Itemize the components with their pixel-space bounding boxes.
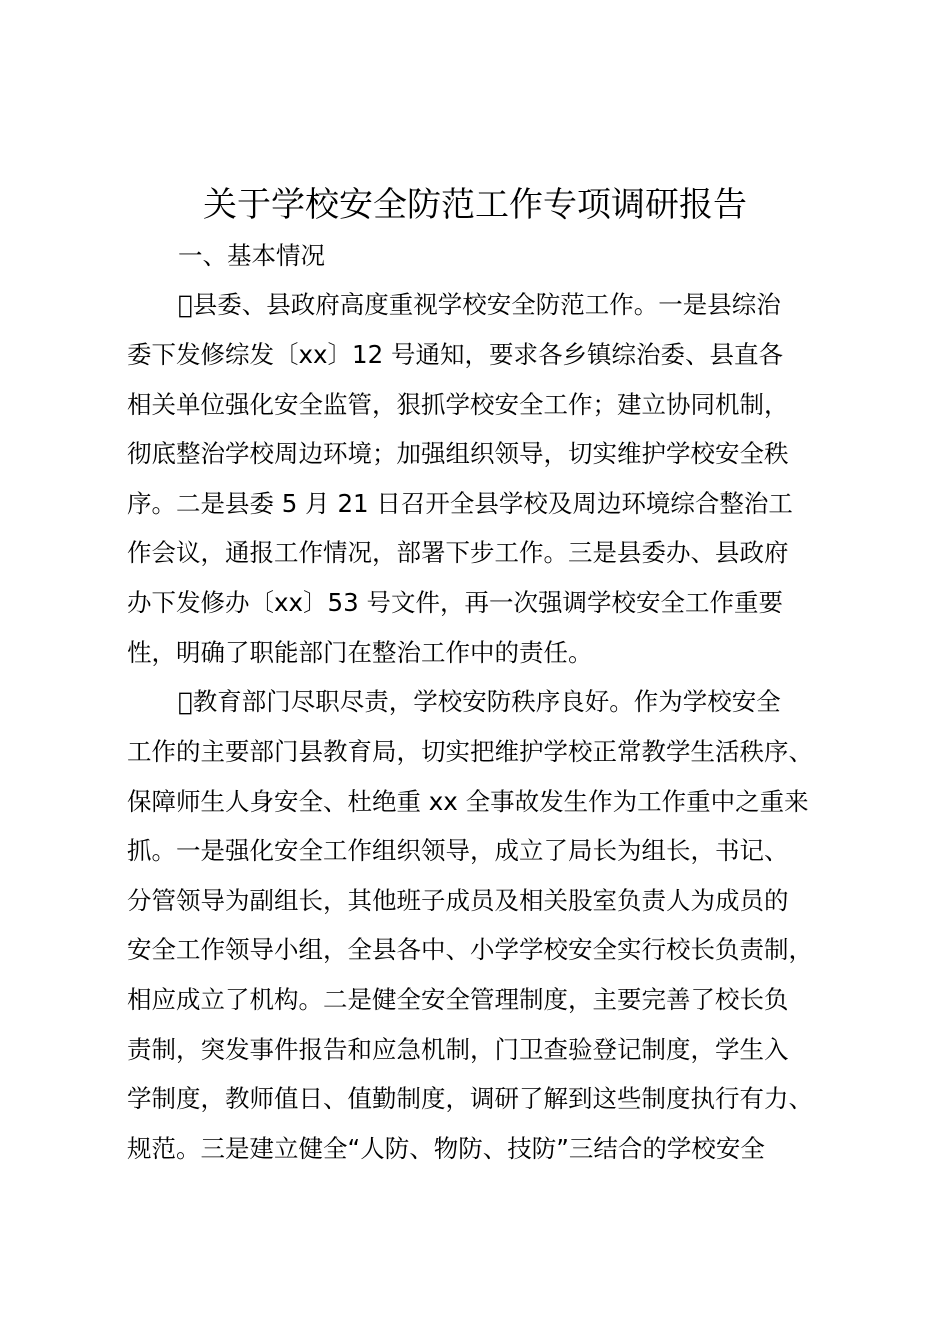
paragraph-line: 委下发修综发〔xx〕12 号通知，要求各乡镇综治委、县直各 [127, 340, 783, 369]
paragraph-line: 县委、县政府高度重视学校安全防范工作。一是县综治 [178, 290, 766, 319]
paragraph-line: 作会议，通报工作情况，部署下步工作。三是县委办、县政府 [127, 538, 789, 567]
section-heading: 一、基本情况 [178, 241, 325, 270]
paragraph-line: 办下发修办〔xx〕53 号文件，再一次强调学校安全工作重要 [127, 588, 783, 617]
paragraph-line: 安全工作领导小组，全县各中、小学学校安全实行校长负责制， [127, 935, 813, 964]
paragraph-line: 教育部门尽职尽责，学校安防秩序良好。作为学校安全 [178, 687, 766, 716]
paragraph-line: 分管领导为副组长，其他班子成员及相关股室负责人为成员的 [127, 886, 789, 915]
paragraph-line: 序。二是县委 5 月 21 日召开全县学校及周边环境综合整治工 [127, 489, 793, 518]
paragraph-line: 工作的主要部门县教育局，切实把维护学校正常教学生活秩序、 [127, 737, 813, 766]
paragraph-line: 彻底整治学校周边环境；加强组织领导，切实维护学校安全秩 [127, 439, 789, 468]
paragraph-line: 学制度，教师值日、值勤制度，调研了解到这些制度执行有力、 [127, 1084, 813, 1113]
paragraph-line: 相关单位强化安全监管，狠抓学校安全工作；建立协同机制， [127, 390, 789, 419]
paragraph-line: 规范。三是建立健全“人防、物防、技防”三结合的学校安全 [127, 1134, 765, 1163]
paragraph-line: 保障师生人身安全、杜绝重 xx 全事故发生作为工作重中之重来 [127, 787, 809, 816]
paragraph-line: 抓。一是强化安全工作组织领导，成立了局长为组长，书记、 [127, 836, 789, 865]
paragraph-line: 性，明确了职能部门在整治工作中的责任。 [127, 638, 593, 667]
paragraph-line: 责制，突发事件报告和应急机制，门卫查验登记制度，学生入 [127, 1035, 789, 1064]
document-title: 关于学校安全防范工作专项调研报告 [203, 185, 747, 225]
paragraph-line: 相应成立了机构。二是健全安全管理制度，主要完善了校长负 [127, 985, 789, 1014]
